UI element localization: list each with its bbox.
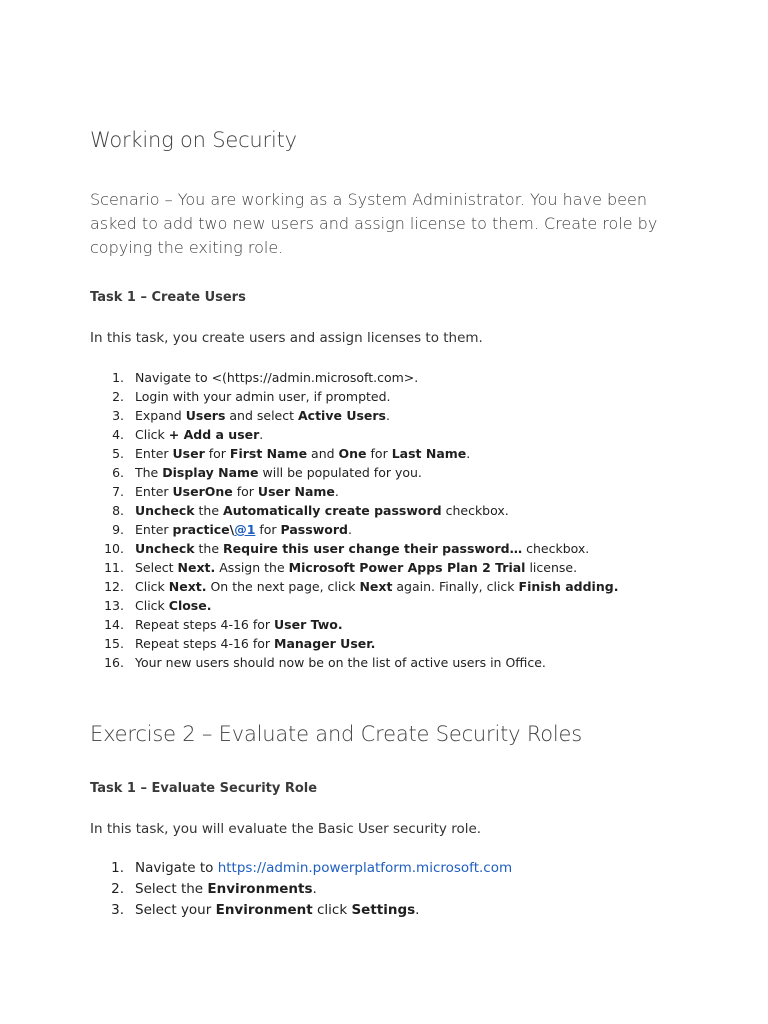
step-emphasis: Environments	[207, 881, 313, 897]
step-number: 5.	[112, 446, 124, 461]
step-text: Select the	[135, 881, 208, 897]
step-number: 3.	[112, 408, 124, 423]
step-text: The	[135, 465, 163, 480]
step-text: again. Finally, click	[392, 579, 519, 594]
step-emphasis: Users	[185, 408, 226, 423]
list-item	[90, 368, 618, 387]
step-text: Your new users should now be on the list of active users in Office.	[135, 655, 546, 670]
step-emphasis: Finish adding.	[518, 579, 619, 594]
step-text: Assign the	[215, 560, 289, 575]
step-text: Click	[135, 579, 169, 594]
step-text: Enter	[135, 522, 173, 537]
step-text: Enter	[135, 484, 173, 499]
step-emphasis: Next.	[177, 560, 216, 575]
step-number: 7.	[112, 484, 124, 499]
step-text: Click	[135, 598, 169, 613]
step-emphasis: practice\	[172, 522, 235, 537]
step-emphasis: First Name	[229, 446, 308, 461]
step-text: On the next page, click	[206, 579, 360, 594]
step-emphasis: Next	[359, 579, 393, 594]
step-emphasis: Environment	[215, 902, 313, 918]
step-emphasis: Microsoft Power Apps Plan 2 Trial	[288, 560, 526, 575]
step-emphasis: One	[338, 446, 367, 461]
step-text: Select your	[135, 902, 216, 918]
step-text: Click	[135, 427, 169, 442]
step-link[interactable]: @1	[234, 522, 256, 537]
list-item	[90, 858, 512, 879]
exercise2-task1-heading: Task 1 – Evaluate Security Role	[90, 781, 318, 796]
step-text: Select	[135, 560, 178, 575]
step-text: the	[194, 503, 224, 518]
step-emphasis: Display Name	[162, 465, 259, 480]
exercise2-title: Exercise 2 – Evaluate and Create Security Roles	[90, 722, 583, 746]
list-item	[90, 444, 618, 463]
step-text: will be populated for you.	[258, 465, 422, 480]
list-item	[90, 520, 618, 539]
list-item	[90, 482, 618, 501]
step-text: checkbox.	[441, 503, 509, 518]
step-text: Navigate to	[135, 860, 218, 876]
list-item	[90, 577, 618, 596]
step-text: Enter	[135, 446, 173, 461]
step-text: for	[366, 446, 392, 461]
task1-heading: Task 1 – Create Users	[90, 290, 246, 305]
step-emphasis: Manager User.	[274, 636, 376, 651]
step-emphasis: Settings	[351, 902, 416, 918]
step-number: 1.	[112, 370, 124, 385]
step-number: 2.	[112, 389, 124, 404]
step-text: for	[204, 446, 230, 461]
list-item	[90, 615, 618, 634]
step-emphasis: Password	[280, 522, 348, 537]
step-text: and	[307, 446, 339, 461]
step-number: 2.	[111, 881, 124, 897]
step-text: the	[194, 541, 224, 556]
step-number: 13.	[104, 598, 124, 613]
list-item	[90, 653, 618, 672]
step-text: for	[255, 522, 281, 537]
step-text: for	[232, 484, 258, 499]
scenario-text: Scenario – You are working as a System Administrator. You have been asked to add two new users and assign license to them. Create role by copying the exiting role.	[90, 190, 658, 257]
step-number: 16.	[104, 655, 124, 670]
step-number: 8.	[112, 503, 124, 518]
step-emphasis: Active Users	[298, 408, 386, 423]
step-number: 1.	[111, 860, 124, 876]
step-text: .	[259, 427, 264, 442]
step-emphasis: Require this user change their password…	[223, 541, 523, 556]
list-item	[90, 879, 512, 900]
task1-steps	[90, 368, 618, 672]
step-text: Login with your admin user, if prompted.	[135, 389, 391, 404]
step-number: 12.	[104, 579, 124, 594]
step-text: Repeat steps 4-16 for	[135, 617, 275, 632]
task1-intro: In this task, you create users and assign licenses to them.	[90, 330, 483, 346]
list-item	[90, 425, 618, 444]
step-emphasis: Close.	[168, 598, 212, 613]
step-emphasis: Uncheck	[135, 541, 195, 556]
list-item	[90, 900, 512, 921]
step-text: checkbox.	[522, 541, 590, 556]
step-text: and select	[225, 408, 298, 423]
step-number: 4.	[112, 427, 124, 442]
step-text: Navigate to <(https://admin.microsoft.com>.	[135, 370, 419, 385]
step-text: .	[466, 446, 471, 461]
step-text: Expand	[135, 408, 186, 423]
step-emphasis: User Name	[257, 484, 335, 499]
step-number: 3.	[111, 902, 124, 918]
step-emphasis: UserOne	[172, 484, 233, 499]
step-emphasis: User Two.	[274, 617, 343, 632]
list-item	[90, 596, 618, 615]
step-emphasis: + Add a user	[168, 427, 260, 442]
list-item	[90, 463, 618, 482]
step-emphasis: Last Name	[391, 446, 467, 461]
step-link[interactable]: https://admin.powerplatform.microsoft.com	[217, 860, 513, 876]
list-item	[90, 406, 618, 425]
step-text: .	[415, 902, 420, 918]
step-number: 6.	[112, 465, 124, 480]
list-item	[90, 558, 618, 577]
step-emphasis: Next.	[168, 579, 207, 594]
step-emphasis: Uncheck	[135, 503, 195, 518]
list-item	[90, 634, 618, 653]
step-emphasis: Automatically create password	[223, 503, 442, 518]
exercise2-task1-intro: In this task, you will evaluate the Basic User security role.	[90, 821, 482, 837]
step-text: .	[386, 408, 390, 423]
step-text: .	[347, 522, 352, 537]
exercise2-task1-steps	[90, 858, 512, 921]
list-item	[90, 539, 618, 558]
step-number: 10.	[104, 541, 124, 556]
step-number: 9.	[112, 522, 124, 537]
step-number: 14.	[104, 617, 124, 632]
page-title: Working on Security	[90, 128, 297, 152]
step-text: license.	[525, 560, 578, 575]
step-text: .	[312, 881, 317, 897]
step-emphasis: User	[172, 446, 205, 461]
step-text: .	[334, 484, 339, 499]
step-text: click	[312, 902, 352, 918]
step-number: 15.	[104, 636, 124, 651]
list-item	[90, 387, 618, 406]
step-number: 11.	[104, 560, 124, 575]
list-item	[90, 501, 618, 520]
step-text: Repeat steps 4-16 for	[135, 636, 275, 651]
